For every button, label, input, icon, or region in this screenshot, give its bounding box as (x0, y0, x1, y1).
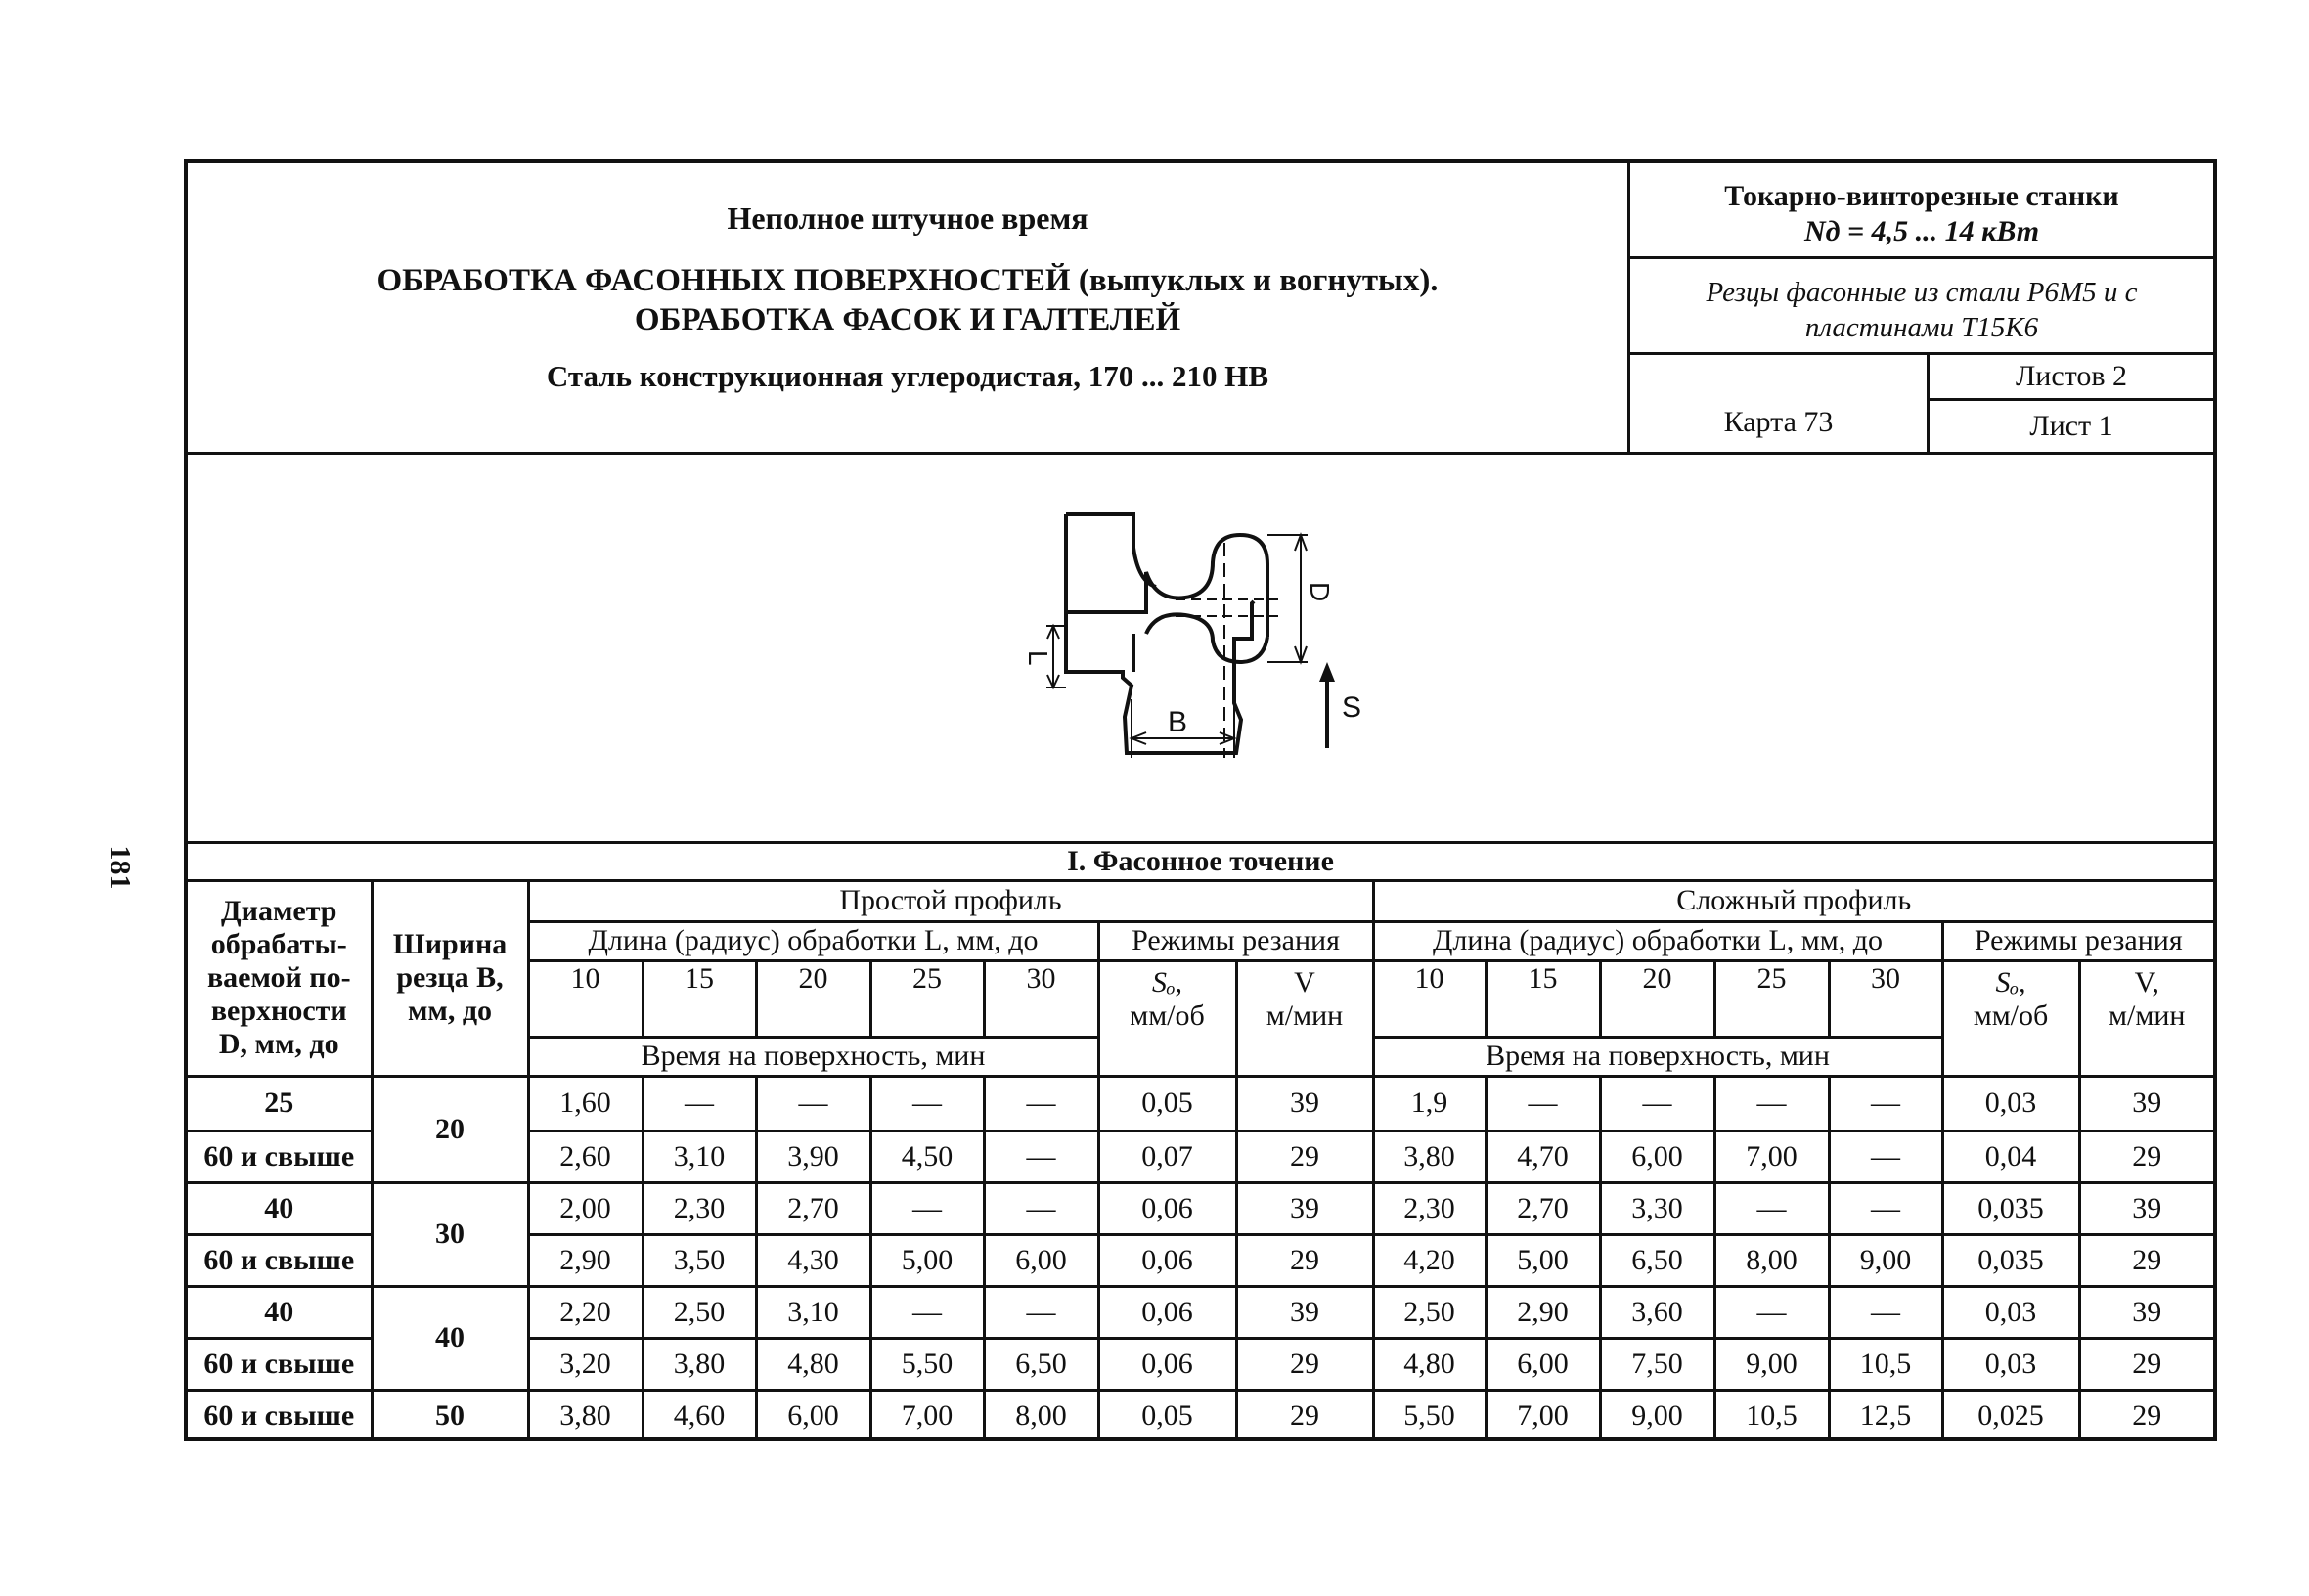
tools-info (1630, 259, 2213, 355)
cell-complex-speed: 39 (2079, 1182, 2213, 1234)
header-width-l2: резца B, (396, 961, 504, 995)
cell-complex-time: — (1714, 1286, 1829, 1338)
feed-label-c1: Sₒ, (1995, 965, 2026, 998)
tools-line-2: пластинами Т15К6 (1804, 312, 2039, 343)
cell-simple-time: — (643, 1076, 756, 1130)
cell-complex-time: 6,00 (1486, 1338, 1600, 1390)
cell-simple-speed: 29 (1236, 1338, 1373, 1390)
cell-simple-feed: 0,07 (1098, 1130, 1236, 1182)
len-complex-20: 20 (1600, 960, 1714, 1037)
card-info (1630, 163, 2213, 452)
cell-diameter: 40 (188, 1286, 372, 1338)
header-complex-time: Время на поверхность, мин (1373, 1037, 1942, 1076)
len-complex-30: 30 (1829, 960, 1942, 1037)
cell-complex-feed: 0,035 (1942, 1234, 2079, 1286)
cell-simple-time: 4,30 (756, 1234, 870, 1286)
cell-width: 20 (372, 1076, 528, 1182)
cell-complex-time: 2,70 (1486, 1182, 1600, 1234)
cell-complex-time: 4,80 (1373, 1338, 1486, 1390)
cell-simple-speed: 39 (1236, 1286, 1373, 1338)
header-diameter-l4: верхности (210, 995, 347, 1028)
cell-complex-time: 4,20 (1373, 1234, 1486, 1286)
header-width (372, 882, 528, 1076)
title-block (188, 163, 1630, 452)
header-simple-profile: Простой профиль (528, 882, 1373, 921)
cell-complex-speed: 29 (2079, 1130, 2213, 1182)
cell-simple-time: — (870, 1286, 984, 1338)
machine-line-1: Токарно-винторезные станки (1724, 180, 2119, 212)
cell-complex-speed: 39 (2079, 1076, 2213, 1130)
cell-width: 40 (372, 1286, 528, 1390)
cell-simple-time: 2,20 (528, 1286, 643, 1338)
speed-label-c1: V, (2134, 965, 2159, 998)
cell-complex-time: 5,00 (1486, 1234, 1600, 1286)
cell-complex-time: 2,90 (1486, 1286, 1600, 1338)
len-simple-25: 25 (870, 960, 984, 1037)
cell-complex-time: 3,60 (1600, 1286, 1714, 1338)
cell-simple-time: — (984, 1182, 1098, 1234)
cell-simple-speed: 29 (1236, 1234, 1373, 1286)
label-l: L (1023, 650, 1053, 666)
cutter-body (1066, 601, 1254, 753)
cell-simple-time: 3,80 (528, 1390, 643, 1441)
title-line-1: Неполное штучное время (727, 200, 1088, 236)
title-line-2a: ОБРАБОТКА ФАСОННЫХ ПОВЕРХНОСТЕЙ (выпуклых и вогнутых). (377, 263, 1439, 298)
cell-simple-time: 2,60 (528, 1130, 643, 1182)
workpiece-profile-upper (1066, 514, 1267, 612)
tool-sketch (188, 455, 2213, 844)
header-width-l1: Ширина (392, 928, 508, 961)
cell-complex-time: 9,00 (1714, 1338, 1829, 1390)
cell-complex-time: 2,50 (1373, 1286, 1486, 1338)
cell-complex-feed: 0,035 (1942, 1182, 2079, 1234)
cell-simple-time: 5,00 (870, 1234, 984, 1286)
card-number: Карта 73 (1630, 355, 1930, 452)
header-simple-feed (1098, 960, 1236, 1076)
len-complex-10: 10 (1373, 960, 1486, 1037)
cell-complex-time: — (1486, 1076, 1600, 1130)
title-line-2b: ОБРАБОТКА ФАСОК И ГАЛТЕЛЕЙ (634, 302, 1181, 337)
speed-label-c2: м/мин (2109, 998, 2186, 1032)
cell-simple-speed: 29 (1236, 1130, 1373, 1182)
cell-diameter: 60 и свыше (188, 1234, 372, 1286)
header-complex-speed (2079, 960, 2213, 1076)
cell-diameter: 60 и свыше (188, 1390, 372, 1441)
cell-complex-time: 12,5 (1829, 1390, 1942, 1441)
cell-simple-speed: 29 (1236, 1390, 1373, 1441)
cell-simple-feed: 0,06 (1098, 1286, 1236, 1338)
cell-complex-time: 8,00 (1714, 1234, 1829, 1286)
cell-simple-time: — (984, 1286, 1098, 1338)
cell-complex-feed: 0,04 (1942, 1130, 2079, 1182)
header-simple-modes: Режимы резания (1098, 921, 1373, 960)
cell-simple-time: 4,60 (643, 1390, 756, 1441)
cell-simple-speed: 39 (1236, 1076, 1373, 1130)
header-diameter-l3: ваемой по- (206, 961, 351, 995)
cell-simple-time: — (870, 1076, 984, 1130)
cell-simple-time: 3,10 (756, 1286, 870, 1338)
machine-line-2: Nд = 4,5 ... 14 кВт (1803, 215, 2040, 247)
header-diameter-l1: Диаметр (221, 895, 337, 928)
feed-label-1: Sₒ, (1151, 965, 1183, 998)
cell-complex-speed: 29 (2079, 1390, 2213, 1441)
speed-label-1: V (1294, 965, 1315, 998)
cell-complex-time: 10,5 (1714, 1390, 1829, 1441)
cell-complex-time: 4,70 (1486, 1130, 1600, 1182)
header-diameter-l2: обрабаты- (210, 928, 347, 961)
cell-width: 50 (372, 1390, 528, 1441)
card-header (188, 163, 2213, 455)
cell-complex-feed: 0,025 (1942, 1390, 2079, 1441)
cell-simple-time: — (756, 1076, 870, 1130)
cell-complex-time: 7,00 (1486, 1390, 1600, 1441)
cell-complex-feed: 0,03 (1942, 1076, 2079, 1130)
machine-info (1630, 163, 2213, 259)
cell-complex-time: 2,30 (1373, 1182, 1486, 1234)
cell-simple-feed: 0,05 (1098, 1076, 1236, 1130)
cell-complex-time: 3,30 (1600, 1182, 1714, 1234)
cell-complex-time: — (1714, 1076, 1829, 1130)
cell-simple-time: 7,00 (870, 1390, 984, 1441)
cell-complex-time: — (1600, 1076, 1714, 1130)
cell-complex-speed: 39 (2079, 1286, 2213, 1338)
cell-complex-time: — (1829, 1182, 1942, 1234)
cell-complex-speed: 29 (2079, 1338, 2213, 1390)
cell-simple-time: 6,50 (984, 1338, 1098, 1390)
sheet-number: Лист 1 (2029, 410, 2113, 442)
cell-complex-speed: 29 (2079, 1234, 2213, 1286)
feed-label-c2: мм/об (1973, 998, 2049, 1032)
label-s: S (1342, 691, 1362, 724)
header-complex-length: Длина (радиус) обработки L, мм, до (1373, 921, 1942, 960)
cell-complex-time: 10,5 (1829, 1338, 1942, 1390)
cell-simple-time: 1,60 (528, 1076, 643, 1130)
tools-line-1: Резцы фасонные из стали Р6М5 и с (1706, 277, 2138, 308)
label-d: D (1305, 582, 1335, 602)
cell-simple-time: 3,50 (643, 1234, 756, 1286)
header-complex-profile: Сложный профиль (1373, 882, 2213, 921)
table-row (188, 1182, 2213, 1234)
norm-card (184, 159, 2217, 1441)
cell-complex-feed: 0,03 (1942, 1338, 2079, 1390)
cell-simple-time: 4,50 (870, 1130, 984, 1182)
table-row (188, 1286, 2213, 1338)
table-row (188, 1390, 2213, 1441)
cell-complex-time: 6,00 (1600, 1130, 1714, 1182)
cell-simple-time: 2,30 (643, 1182, 756, 1234)
cell-simple-time: 2,00 (528, 1182, 643, 1234)
cell-width: 30 (372, 1182, 528, 1286)
cell-simple-time: 5,50 (870, 1338, 984, 1390)
header-complex-feed (1942, 960, 2079, 1076)
feed-label-2: мм/об (1130, 998, 1205, 1032)
cell-simple-time: 2,70 (756, 1182, 870, 1234)
cell-simple-time: 6,00 (984, 1234, 1098, 1286)
material-line: Сталь конструкционная углеродистая, 170 ... 210 НВ (546, 359, 1269, 393)
header-width-l3: мм, до (407, 995, 493, 1028)
cell-complex-time: 9,00 (1600, 1390, 1714, 1441)
header-diameter-l5: D, мм, до (218, 1028, 339, 1061)
label-b: B (1168, 706, 1188, 738)
len-complex-15: 15 (1486, 960, 1600, 1037)
cell-complex-time: — (1829, 1076, 1942, 1130)
form-cutter-diagram (188, 455, 2213, 841)
cell-complex-time: 3,80 (1373, 1130, 1486, 1182)
cell-simple-time: 8,00 (984, 1390, 1098, 1441)
cell-complex-time: — (1829, 1130, 1942, 1182)
cell-simple-feed: 0,06 (1098, 1338, 1236, 1390)
len-complex-25: 25 (1714, 960, 1829, 1037)
speed-label-2: м/мин (1266, 998, 1344, 1032)
len-simple-10: 10 (528, 960, 643, 1037)
cell-simple-time: — (984, 1076, 1098, 1130)
len-simple-15: 15 (643, 960, 756, 1037)
cell-complex-time: 1,9 (1373, 1076, 1486, 1130)
cell-diameter: 25 (188, 1076, 372, 1130)
cell-simple-speed: 39 (1236, 1182, 1373, 1234)
cell-simple-time: 4,80 (756, 1338, 870, 1390)
norm-table (188, 882, 2213, 1441)
cell-diameter: 40 (188, 1182, 372, 1234)
title-line-2 (188, 261, 1627, 339)
cell-complex-time: 7,50 (1600, 1338, 1714, 1390)
cell-simple-time: — (984, 1130, 1098, 1182)
cell-complex-time: 9,00 (1829, 1234, 1942, 1286)
cell-simple-time: — (870, 1182, 984, 1234)
header-diameter (188, 882, 372, 1076)
cell-diameter: 60 и свыше (188, 1130, 372, 1182)
header-simple-speed (1236, 960, 1373, 1076)
page-number: 181 (104, 845, 137, 890)
cell-complex-time: 5,50 (1373, 1390, 1486, 1441)
cell-simple-time: 3,80 (643, 1338, 756, 1390)
cell-simple-time: 2,50 (643, 1286, 756, 1338)
cell-simple-time: 3,10 (643, 1130, 756, 1182)
cell-simple-time: 3,20 (528, 1338, 643, 1390)
cell-simple-feed: 0,06 (1098, 1182, 1236, 1234)
len-simple-20: 20 (756, 960, 870, 1037)
cell-simple-time: 6,00 (756, 1390, 870, 1441)
table-row (188, 1076, 2213, 1130)
cell-complex-time: — (1714, 1182, 1829, 1234)
sheets-total: Листов 2 (1930, 355, 2213, 401)
cell-diameter: 60 и свыше (188, 1338, 372, 1390)
cell-complex-time: 7,00 (1714, 1130, 1829, 1182)
section-title: I. Фасонное точение (188, 844, 2213, 882)
header-simple-length: Длина (радиус) обработки L, мм, до (528, 921, 1098, 960)
cell-complex-time: 6,50 (1600, 1234, 1714, 1286)
cell-complex-feed: 0,03 (1942, 1286, 2079, 1338)
cell-complex-time: — (1829, 1286, 1942, 1338)
len-simple-30: 30 (984, 960, 1098, 1037)
header-simple-time: Время на поверхность, мин (528, 1037, 1098, 1076)
header-complex-modes: Режимы резания (1942, 921, 2213, 960)
cell-simple-time: 2,90 (528, 1234, 643, 1286)
cell-simple-time: 3,90 (756, 1130, 870, 1182)
cell-simple-feed: 0,05 (1098, 1390, 1236, 1441)
cell-simple-feed: 0,06 (1098, 1234, 1236, 1286)
